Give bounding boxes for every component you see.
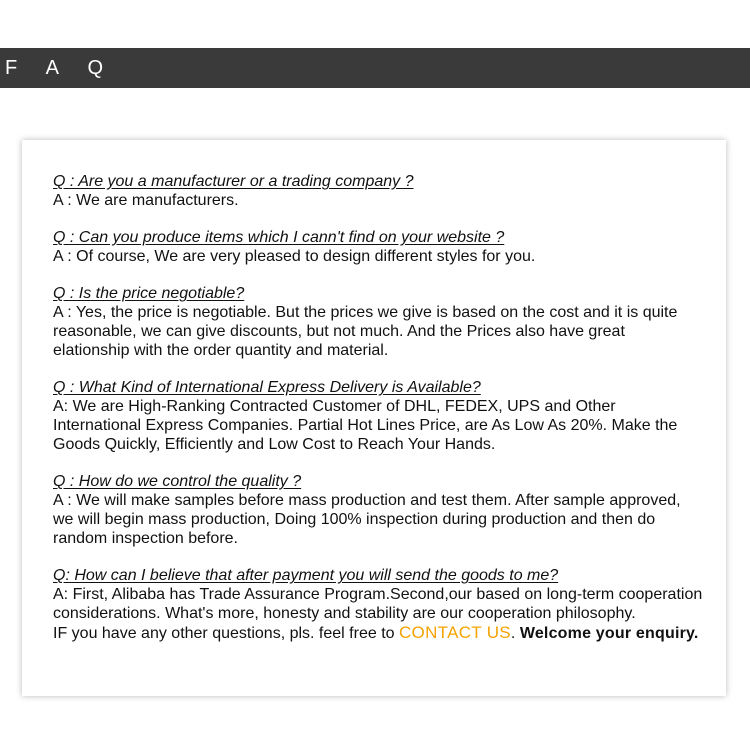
faq-item-manufacturer [53, 172, 703, 210]
faq-question: Q : Are you a manufacturer or a trading company ? [53, 173, 414, 190]
contact-prompt-text: IF you have any other questions, pls. feel free to [53, 625, 399, 642]
faq-item-price [53, 284, 703, 360]
faq-answer: A : We will make samples before mass production and test them. After sample approved, we will begin mass production, Doing 100% inspection during production and then do random inspection before. [53, 492, 681, 547]
faq-list [53, 172, 703, 643]
faq-answer: A: First, Alibaba has Trade Assurance Program.Second,our based on long-term cooperation considerations. What's more, honesty and stability are our cooperation philosophy. [53, 586, 703, 622]
faq-item-payment [53, 566, 703, 643]
contact-prompt [53, 623, 703, 643]
faq-title: F A Q [5, 57, 116, 79]
contact-period: . [510, 625, 520, 642]
faq-item-delivery [53, 378, 703, 454]
faq-item-custom-items [53, 228, 703, 266]
faq-card [22, 140, 726, 696]
faq-answer: A : We are manufacturers. [53, 192, 239, 209]
faq-answer: A : Yes, the price is negotiable. But the prices we give is based on the cost and it is quite reasonable, we can give discounts, but not much. And the Prices also have great elationship with the order quantity and material. [53, 304, 678, 359]
faq-header-bar [0, 48, 750, 88]
faq-answer: A: We are High-Ranking Contracted Customer of DHL, FEDEX, UPS and Other International Express Companies. Partial Hot Lines Price, are As Low As 20%. Make the Goods Quickly, Efficiently and Low Cost to Reach Your Hands. [53, 398, 678, 453]
faq-question: Q : Is the price negotiable? [53, 285, 245, 302]
faq-question: Q: How can I believe that after payment you will send the goods to me? [53, 567, 559, 584]
faq-question: Q : Can you produce items which I cann't find on your website ? [53, 229, 505, 246]
faq-item-quality [53, 472, 703, 548]
faq-question: Q : How do we control the quality ? [53, 473, 302, 490]
faq-answer: A : Of course, We are very pleased to design different styles for you. [53, 248, 536, 265]
welcome-enquiry-text: Welcome your enquiry. [519, 625, 699, 642]
faq-question: Q : What Kind of International Express Delivery is Available? [53, 379, 481, 396]
contact-us-link[interactable]: CONTACT US [398, 623, 511, 642]
